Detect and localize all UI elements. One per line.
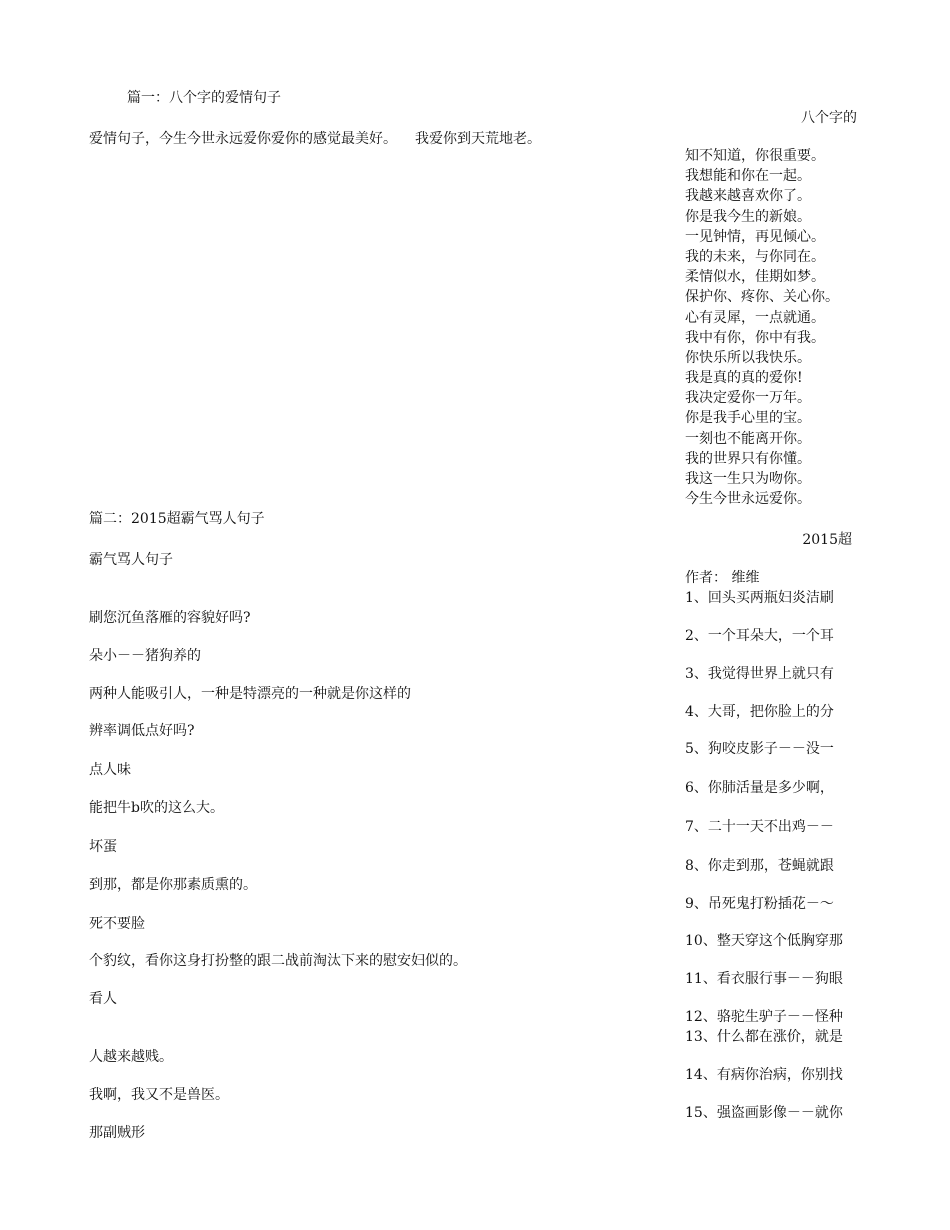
section1-intro-text: 爱情句子，今生今世永远爱你爱你的感觉最美好。 xyxy=(89,131,397,147)
left-line: 刷您沉鱼落雁的容貌好吗? xyxy=(89,610,251,626)
list-item: 柔情似水，佳期如梦。 xyxy=(685,269,825,286)
list-item: 保护你、疼你、关心你。 xyxy=(685,289,839,306)
list-item: 你快乐所以我快乐。 xyxy=(685,349,811,366)
numbered-line: 8、你走到那，苍蝇就跟 xyxy=(685,858,834,874)
section1-intro-tail: 我爱你到天荒地老。 xyxy=(415,131,541,147)
left-line: 朵小－－猪狗养的 xyxy=(89,648,201,664)
numbered-line: 14、有病你治病，你别找 xyxy=(685,1067,843,1083)
left-line: 两种人能吸引人，一种是特漂亮的一种就是你这样的 xyxy=(89,686,411,702)
numbered-line: 2、一个耳朵大，一个耳 xyxy=(685,628,834,644)
list-item: 我越来越喜欢你了。 xyxy=(685,188,811,205)
love-lines-list xyxy=(685,146,839,509)
numbered-line: 13、什么都在涨价，就是 xyxy=(685,1029,843,1045)
list-item: 我中有你，你中有我。 xyxy=(685,329,825,346)
numbered-line: 10、整天穿这个低胸穿那 xyxy=(685,933,843,949)
numbered-line: 15、强盗画影像－－就你 xyxy=(685,1105,843,1121)
left-line: 人越来越贱。 xyxy=(89,1049,173,1065)
list-item: 我的未来，与你同在。 xyxy=(685,248,825,265)
list-item: 知不知道，你很重要。 xyxy=(685,148,825,164)
section1-heading: 篇一：八个字的爱情句子 xyxy=(127,90,281,106)
numbered-line: 3、我觉得世界上就只有 xyxy=(685,666,834,682)
left-line: 个豹纹，看你这身打扮整的跟二战前淘汰下来的慰安妇似的。 xyxy=(89,953,467,969)
list-item: 我决定爱你一万年。 xyxy=(685,390,811,407)
left-line: 点人味 xyxy=(89,762,131,778)
numbered-line: 9、吊死鬼打粉插花－～ xyxy=(685,896,834,912)
left-line: 那副贼形 xyxy=(89,1125,145,1141)
list-item: 我这一生只为吻你。 xyxy=(685,471,811,487)
list-item: 我的世界只有你懂。 xyxy=(685,450,811,467)
left-line: 辨率调低点好吗? xyxy=(89,723,195,739)
numbered-line: 7、二十一天不出鸡－－ xyxy=(685,819,834,835)
list-item: 你是我今生的新娘。 xyxy=(685,208,811,225)
left-line: 死不要脸 xyxy=(89,916,145,932)
left-line: 到那，都是你那素质熏的。 xyxy=(89,877,257,893)
list-item: 你是我手心里的宝。 xyxy=(685,410,811,427)
numbered-line: 1、回头买两瓶妇炎洁刷 xyxy=(685,590,834,606)
left-line: 坏蛋 xyxy=(89,839,117,855)
numbered-line: 12、骆驼生驴子－－怪种 xyxy=(685,1009,843,1025)
list-item: 一刻也不能离开你。 xyxy=(685,430,811,447)
list-item: 一见钟情，再见倾心。 xyxy=(685,228,825,245)
left-line: 我啊，我又不是兽医。 xyxy=(89,1087,229,1103)
left-line: 看人 xyxy=(89,991,117,1007)
numbered-line: 11、看衣服行事－－狗眼 xyxy=(685,971,843,987)
section1-intro xyxy=(89,129,541,149)
section2-author: 作者： 维维 xyxy=(685,570,760,586)
list-item: 今生今世永远爱你。 xyxy=(685,491,811,508)
numbered-line: 6、你肺活量是多少啊， xyxy=(685,780,834,796)
section2-right-title: 2015超 xyxy=(802,532,852,548)
numbered-line: 5、狗咬皮影子－－没一 xyxy=(685,741,834,757)
section2-heading: 篇二：2015超霸气骂人句子 xyxy=(89,511,265,527)
section2-subheading: 霸气骂人句子 xyxy=(89,552,173,568)
list-item: 心有灵犀，一点就通。 xyxy=(685,309,825,326)
numbered-line: 4、大哥，把你脸上的分 xyxy=(685,704,834,720)
left-line: 能把牛b吹的这么大。 xyxy=(89,800,224,816)
list-item: 我想能和你在一起。 xyxy=(685,168,811,185)
list-item: 我是真的真的爱你! xyxy=(685,370,803,387)
section1-right-title: 八个字的 xyxy=(801,110,857,126)
